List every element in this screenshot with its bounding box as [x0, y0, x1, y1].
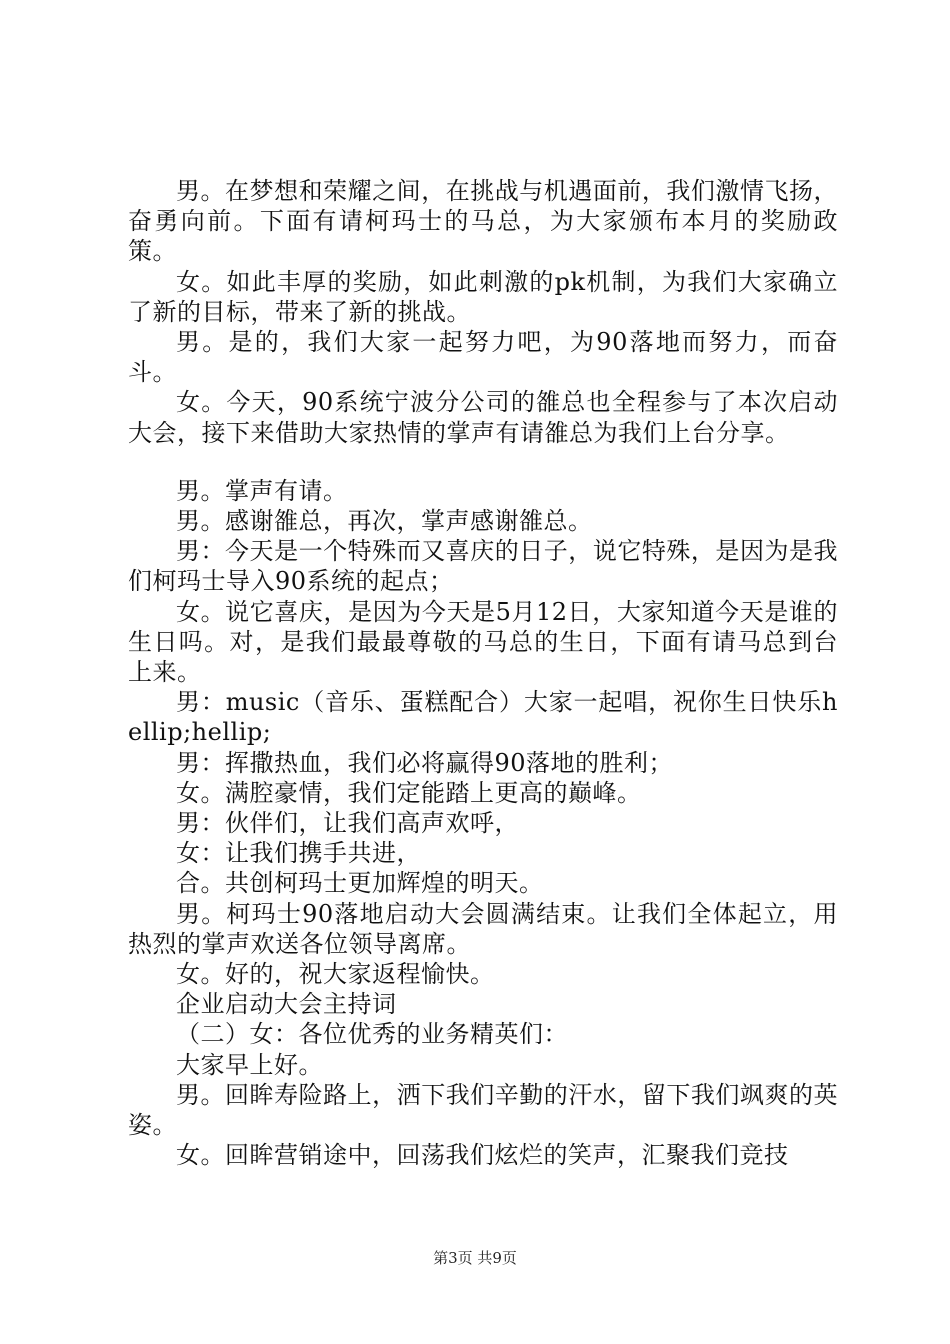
paragraph-gap — [128, 448, 838, 476]
section-heading: 企业启动大会主持词 — [176, 990, 397, 1019]
paragraph-20: 男。回眸寿险路上，洒下我们辛勤的汗水，留下我们飒爽的英姿。 — [128, 1080, 838, 1140]
paragraph-15: 男。柯玛士90落地启动大会圆满结束。让我们全体起立，用热烈的掌声欢送各位领导离席。 — [128, 899, 838, 958]
paragraph-6: 男。感谢雒总，再次，掌声感谢雒总。 — [176, 507, 593, 536]
paragraph-9: 男：music（音乐、蛋糕配合）大家一起唱，祝你生日快乐hellip;hellip; — [128, 688, 838, 747]
paragraph-19: 大家早上好。 — [176, 1050, 323, 1079]
paragraph-10: 男：挥撒热血，我们必将赢得90落地的胜利； — [176, 748, 674, 777]
document-body — [128, 176, 838, 1171]
paragraph-14: 合。共创柯玛士更加辉煌的明天。 — [176, 869, 544, 898]
paragraph-16: 女。好的，祝大家返程愉快。 — [176, 960, 495, 989]
paragraph-13: 女：让我们携手共进， — [176, 839, 421, 868]
paragraph-2: 女。如此丰厚的奖励，如此刺激的pk机制，为我们大家确立了新的目标，带来了新的挑战。 — [128, 267, 838, 326]
paragraph-7: 男：今天是一个特殊而又喜庆的日子，说它特殊，是因为是我们柯玛士导入90系统的起点； — [128, 537, 838, 596]
paragraph-1: 男。在梦想和荣耀之间，在挑战与机遇面前，我们激情飞扬，奋勇向前。下面有请柯玛士的马总，为大家颁布本月的奖励政策。 — [128, 177, 838, 266]
page-footer: 第3页 共9页 — [433, 1249, 517, 1267]
paragraph-8: 女。说它喜庆，是因为今天是5月12日，大家知道今天是谁的生日吗。对，是我们最最尊敬的马总的生日，下面有请马总到台上来。 — [128, 597, 838, 687]
paragraph-5: 男。掌声有请。 — [176, 476, 348, 505]
paragraph-3: 男。是的，我们大家一起努力吧，为90落地而努力，而奋斗。 — [128, 328, 838, 387]
paragraph-4: 女。今天，90系统宁波分公司的雒总也全程参与了本次启动大会，接下来借助大家热情的掌声有请雒总为我们上台分享。 — [128, 388, 838, 447]
paragraph-11: 女。满腔豪情，我们定能踏上更高的巅峰。 — [176, 778, 642, 807]
paragraph-21: 女。回眸营销途中，回荡我们炫烂的笑声，汇聚我们竞技 — [176, 1141, 789, 1170]
paragraph-18: （二）女：各位优秀的业务精英们： — [176, 1020, 568, 1049]
paragraph-12: 男：伙伴们，让我们高声欢呼， — [176, 809, 519, 838]
